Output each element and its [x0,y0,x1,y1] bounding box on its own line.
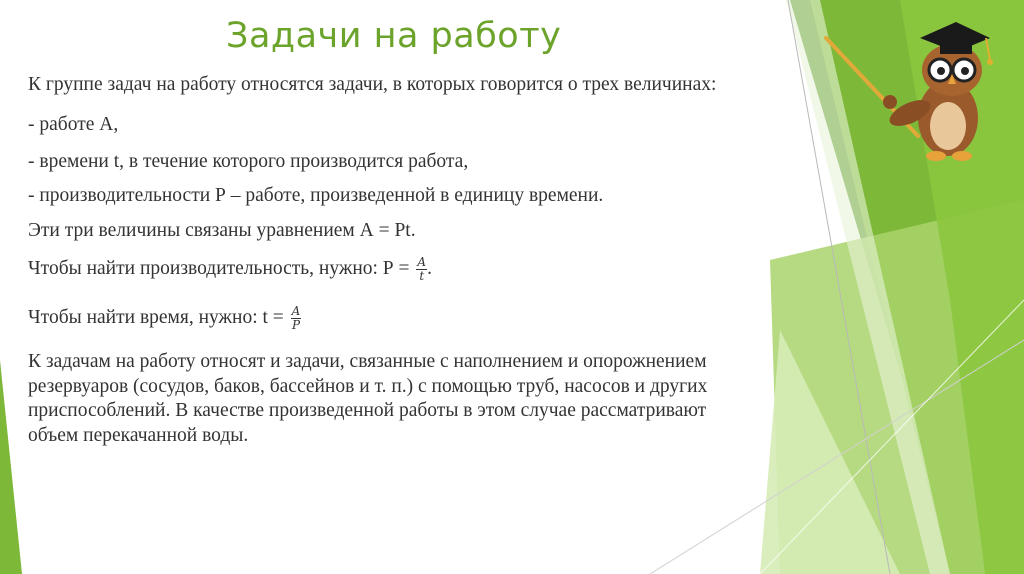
reservoir-paragraph [28,350,808,448]
fraction-a-over-p [291,305,302,332]
formula-time-text: Чтобы найти время, нужно: t = [28,306,284,328]
intro-text: К группе задач на работу относятся задачи, в которых говорится о трех величинах: [28,74,717,95]
formula-productivity-text: Чтобы найти производительность, нужно: Р = [28,257,410,279]
bullet-work: - работе А, [28,114,119,135]
bullet-productivity: - производительности Р – работе, произведенной в единицу времени. [28,185,604,206]
formula-time [28,305,301,332]
fraction-denominator: t [419,269,425,283]
owl-teacher-icon [820,8,1000,168]
fraction-numerator: A [417,255,427,269]
bullet-time: - времени t, в течение которого производится работа, [28,151,469,172]
paragraph-line: объем перекачанной воды. [28,424,249,446]
paragraph-line: приспособлений. В качестве произведенной работы в этом случае рассматривают [28,400,707,421]
formula-productivity-suffix: . [427,257,432,279]
paragraph-line: К задачам на работу относят и задачи, связанные с наполнением и опорожнением [28,351,707,372]
fraction-denominator: P [291,318,301,332]
fraction-a-over-t [416,256,427,283]
paragraph-line: резервуаров (сосудов, баков, бассейнов и т. п.) с помощью труб, насосов и других [28,375,708,397]
slide-title: Задачи на работу [226,16,562,56]
formula-productivity [28,256,432,283]
fraction-numerator: A [291,304,301,318]
equation-line: Эти три величины связаны уравнением А = Pt. [28,220,416,241]
green-left-sliver [0,360,22,574]
